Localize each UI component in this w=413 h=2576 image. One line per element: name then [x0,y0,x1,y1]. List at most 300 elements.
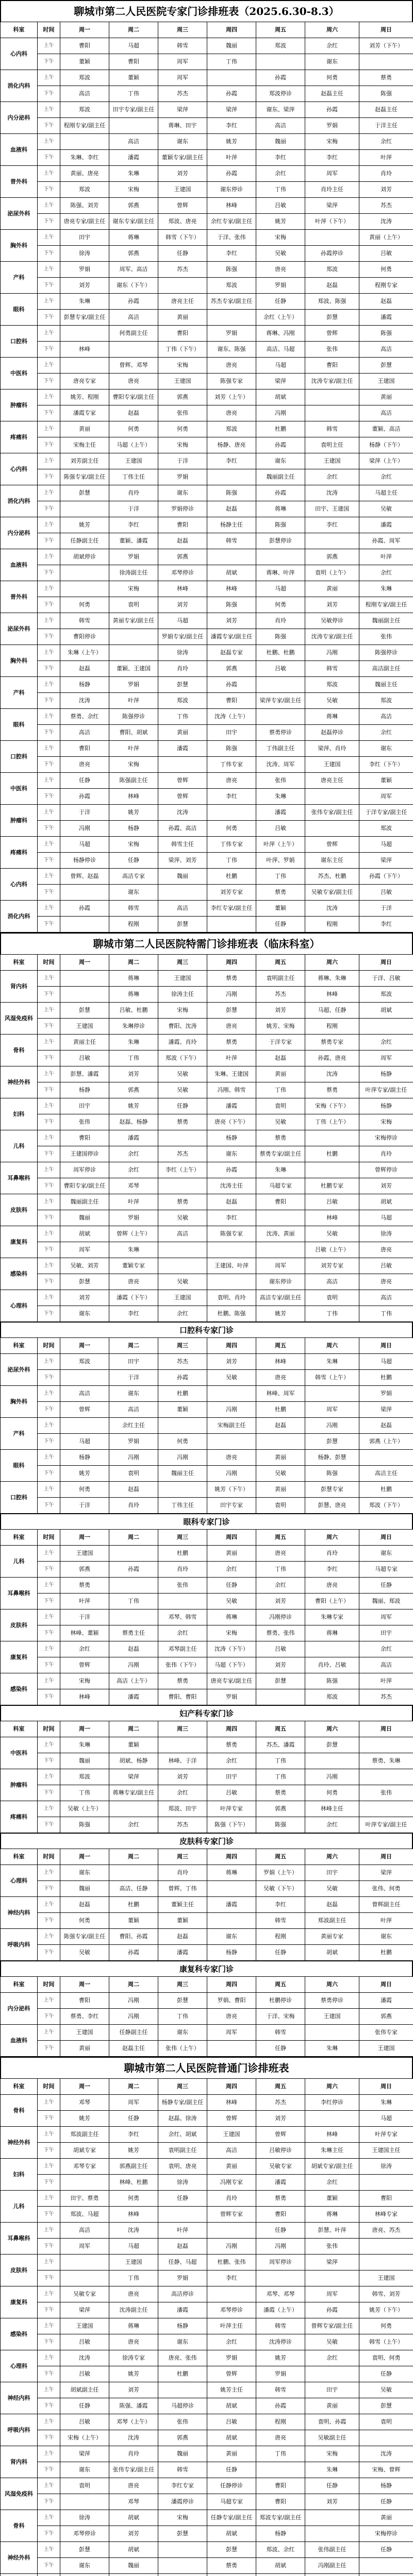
column-header: 科室 [1,955,38,971]
doctor-cell: 苏杰 [158,1146,207,1162]
doctor-cell: 叶萍 [109,693,158,709]
doctor-cell: 孙霞停诊 [305,246,359,262]
time-cell: 上午 [38,2510,60,2526]
doctor-cell: 吕敏 [256,661,305,677]
doctor-cell: 朱琳 [109,1035,158,1050]
table-row [1,549,413,565]
doctor-cell: 孙霞 [256,485,305,501]
doctor-cell [207,1386,256,1402]
doctor-cell [158,278,207,294]
doctor-cell: 梁萍 [60,2446,109,2462]
doctor-cell: 肖玲 [207,2191,256,2207]
doctor-cell: 郭燕 [207,661,256,677]
doctor-cell [109,1801,158,1817]
doctor-cell: 罗娟 [207,2350,256,2366]
department-cell: 消化内科 [1,70,38,102]
table-row [1,1354,413,1370]
doctor-cell: 韩雪 [256,1913,305,1929]
table-row [1,1162,413,1178]
column-header: 周四 [207,2079,256,2095]
doctor-cell: 何勇 [60,1913,109,1929]
doctor-cell: 孙霞 [256,70,305,86]
doctor-cell: 于洋、张伟 [207,230,256,246]
doctor-cell: 唐亮（下午） [207,1114,256,1130]
doctor-cell: 赵磊 [109,405,158,421]
time-cell: 下午 [38,1210,60,1226]
doctor-cell: 梁萍 [256,374,305,389]
doctor-cell: 杨静主任 [207,517,256,533]
time-cell: 下午 [38,1498,60,1514]
time-cell: 上午 [38,2223,60,2239]
doctor-cell: 黄丽、唐亮 [60,166,109,182]
doctor-cell: 刘芳 [60,278,109,294]
column-header: 科室 [1,1849,38,1865]
doctor-cell: 赵磊专家 [207,645,256,661]
doctor-cell: 邓琴 [60,2095,109,2111]
doctor-cell: 吴敏 [305,2334,359,2350]
table-row [1,1609,413,1625]
doctor-cell: 肖玲 [359,166,413,182]
table-row [1,773,413,789]
doctor-cell: 叶萍 [109,741,158,757]
table-row [1,1226,413,1242]
doctor-cell [359,2574,413,2576]
doctor-cell: 彭慧 [60,1274,109,1290]
doctor-cell: 刘芳 [305,597,359,613]
table-row [1,501,413,517]
time-cell: 下午 [38,917,60,933]
doctor-cell: 叶萍（下午） [305,214,359,230]
doctor-cell: 袁明 [359,2414,413,2430]
doctor-cell: 程刚 [305,917,359,933]
time-cell: 下午 [38,246,60,262]
table-row [1,2041,413,2057]
doctor-cell: 黄丽 [256,1482,305,1498]
doctor-cell: 陈强专家/副主任 [60,469,109,485]
doctor-cell: 邓琴 [109,2494,158,2510]
doctor-cell: 沈涛 [359,2446,413,2462]
doctor-cell: 李红 [256,1897,305,1913]
doctor-cell: 郑波（下午） [158,1050,207,1066]
table-row [1,437,413,453]
doctor-cell [60,501,109,517]
doctor-cell: 黄丽 [207,1546,256,1562]
time-cell: 上午 [38,2286,60,2302]
doctor-cell: 胡斌 [207,2398,256,2414]
doctor-cell: 彭慧、唐亮 [305,1498,359,1514]
time-cell: 上午 [38,549,60,565]
time-cell: 上午 [38,1290,60,1306]
doctor-cell: 高洁副主任 [359,661,413,677]
department-cell: 肿瘤科 [1,1769,38,1801]
doctor-cell: 王建国 [158,182,207,198]
doctor-cell: 袁明（上午） [305,565,359,581]
doctor-cell [305,1130,359,1146]
table-row [1,645,413,661]
doctor-cell: 潘霞 [109,1689,158,1705]
doctor-cell: 叶萍 [359,549,413,565]
doctor-cell: 杨静、唐亮 [207,437,256,453]
doctor-cell [109,645,158,661]
doctor-cell [60,2270,109,2286]
doctor-cell: 丁伟（下午） [158,342,207,358]
table-row [1,1657,413,1673]
doctor-cell: 任静专家/副主任 [207,2510,256,2526]
time-cell: 下午 [38,2302,60,2318]
schedule-table [0,1849,413,1961]
doctor-cell: 李红（下午） [359,757,413,773]
table-row [1,262,413,278]
table-row [1,1434,413,1450]
doctor-cell: 丁伟专家 [207,837,256,853]
doctor-cell: 袁明 [109,1466,158,1482]
doctor-cell: 何勇 [305,70,359,86]
doctor-cell [158,2207,207,2223]
schedule-table [0,954,413,1322]
table-row [1,246,413,262]
doctor-cell: 徐涛 [60,246,109,262]
time-cell: 上午 [38,869,60,885]
doctor-cell: 王建国 [158,1290,207,1306]
doctor-cell: 谢东、陈强 [207,342,256,358]
doctor-cell: 赵磊停诊 [305,725,359,741]
doctor-cell: 陈强、潘霞 [109,2398,158,2414]
doctor-cell: 任静 [359,2494,413,2510]
doctor-cell [60,358,109,374]
doctor-cell: 朱琳 [359,2095,413,2111]
doctor-cell: 宋梅 [158,358,207,374]
column-header: 周五 [256,22,305,38]
doctor-cell: 吕敏（上午） [305,1242,359,1258]
doctor-cell: 杜鹏 [158,2366,207,2382]
doctor-cell: 魏丽 [60,1881,109,1897]
doctor-cell: 杜鹏 [109,1897,158,1913]
column-header: 周四 [207,1849,256,1865]
doctor-cell [60,2175,109,2191]
doctor-cell: 董颖 [256,901,305,917]
table-row [1,102,413,118]
doctor-cell: 高洁、任静 [109,1881,158,1897]
doctor-cell: 任静 [158,1098,207,1114]
doctor-cell: 马超主任 [359,485,413,501]
doctor-cell: 潘霞 [359,1993,413,2009]
doctor-cell: 蒋琳、田宇 [158,118,207,134]
doctor-cell: 刘芳 [109,2526,158,2542]
doctor-cell: 李红专家 [158,2478,207,2494]
doctor-cell: 高洁 [158,1226,207,1242]
doctor-cell: 田宇 [207,725,256,741]
doctor-cell: 吕敏 [207,2414,256,2430]
doctor-cell: 吕敏、杜鹏 [109,1003,158,1019]
column-header: 周日 [359,1338,413,1354]
doctor-cell: 叶萍 [359,1673,413,1689]
column-header: 周四 [207,955,256,971]
doctor-cell: 余红 [359,469,413,485]
time-cell: 上午 [38,2191,60,2207]
department-cell: 肿瘤科 [1,805,38,837]
doctor-cell: 唐亮专家/副主任 [60,214,109,230]
doctor-cell: 彭慧 [305,1434,359,1450]
schedule-table [0,1721,413,1833]
table-row [1,725,413,741]
doctor-cell: 林峰 [305,1210,359,1226]
doctor-cell: 潘霞 [359,310,413,326]
doctor-cell [109,1865,158,1881]
doctor-cell: 高洁 [359,342,413,358]
doctor-cell: 何勇 [207,821,256,837]
doctor-cell: 徐涛 [359,1226,413,1242]
doctor-cell [60,2494,109,2510]
table-row [1,1817,413,1833]
department-cell: 心理科 [1,1290,38,1322]
doctor-cell [359,2255,413,2270]
doctor-cell: 丁伟 [109,1050,158,1066]
doctor-cell: 唐亮 [207,2009,256,2025]
doctor-cell: 韩雪 [207,533,256,549]
doctor-cell: 余红专家/副主任 [207,214,256,230]
doctor-cell: 沈涛、周军 [256,757,305,773]
table-row [1,2270,413,2286]
time-cell: 上午 [38,134,60,150]
doctor-cell: 郑波副主任 [305,1913,359,1929]
table-row [1,677,413,693]
table-row [1,342,413,358]
doctor-cell: 胡斌 [207,2430,256,2446]
doctor-cell: 朱琳 [60,1737,109,1753]
table-row [1,2350,413,2366]
table-row [1,581,413,597]
table-row [1,1194,413,1210]
doctor-cell: 苏杰 [359,1689,413,1705]
time-cell: 下午 [38,693,60,709]
time-cell: 下午 [38,501,60,517]
doctor-cell: 孙霞、唐亮 [305,1050,359,1066]
doctor-cell: 吕敏 [359,885,413,901]
schedule-table [0,1976,413,2057]
department-cell: 儿科 [1,1130,38,1162]
department-cell: 皮肤科 [1,1609,38,1641]
doctor-cell: 潘霞停诊 [158,2494,207,2510]
department-cell: 产科 [1,262,38,294]
doctor-cell: 姚芳 [256,214,305,230]
doctor-cell: 潘霞 [256,805,305,821]
department-cell: 眼科 [1,1450,38,1482]
doctor-cell: 于洋专家 [256,1035,305,1050]
time-cell: 上午 [38,485,60,501]
doctor-cell: 丁伟 [109,86,158,102]
doctor-cell: 沈涛副主任 [109,2302,158,2318]
doctor-cell: 吴敏停诊 [305,613,359,629]
doctor-cell: 叶萍 [207,150,256,166]
doctor-cell [359,1450,413,1466]
doctor-cell: 唐亮 [256,1370,305,1386]
doctor-cell: 沈涛（下午） [207,1641,256,1657]
time-cell: 下午 [38,2009,60,2025]
doctor-cell: 李红 [207,453,256,469]
time-cell: 上午 [38,1450,60,1466]
doctor-cell: 邓琴（上午） [109,2414,158,2430]
doctor-cell: 吴敏 [60,1945,109,1961]
time-cell: 下午 [38,2494,60,2510]
doctor-cell: 刘芳 [109,2382,158,2398]
doctor-cell [158,1178,207,1194]
doctor-cell: 吴敏 [359,2382,413,2398]
doctor-cell: 宋梅 [256,230,305,246]
doctor-cell [60,2574,109,2576]
column-header: 周日 [359,1977,413,1993]
table-row [1,374,413,389]
doctor-cell: 郑波 [207,278,256,294]
doctor-cell: 宋梅停诊 [359,1130,413,1146]
doctor-cell [305,2111,359,2127]
doctor-cell [256,2574,305,2576]
doctor-cell: 沈涛 [305,901,359,917]
doctor-cell: 沈涛 [359,214,413,230]
column-header: 周日 [359,1530,413,1546]
doctor-cell: 孙霞 [158,1370,207,1386]
doctor-cell: 韩雪（上午） [305,1370,359,1386]
doctor-cell: 叶萍专家/副主任 [359,1817,413,1833]
table-row [1,1801,413,1817]
doctor-cell: 谢东 [158,134,207,150]
table-row [1,2462,413,2478]
doctor-cell: 唐亮 [109,374,158,389]
doctor-cell: 韩雪（上午） [359,2334,413,2350]
doctor-cell: 孙霞 [207,1162,256,1178]
doctor-cell: 刘芳 [60,1290,109,1306]
doctor-cell: 蒋琳 [109,230,158,246]
doctor-cell: 罗娟 [109,1210,158,1226]
doctor-cell: 杜鹏 [359,1482,413,1498]
doctor-cell: 吴敏 [305,1226,359,1242]
doctor-cell: 王建国 [60,1546,109,1562]
table-row [1,1945,413,1961]
time-cell: 上午 [38,230,60,246]
department-cell: 眼科 [1,294,38,326]
doctor-cell: 姚芳 [109,1098,158,1114]
doctor-cell: 姚芳 [109,2366,158,2382]
doctor-cell: 叶萍 [207,1050,256,1066]
doctor-cell: 郭燕 [256,1801,305,1817]
department-cell: 神经外科 [1,2127,38,2159]
doctor-cell: 胡斌专家/副主任 [305,2159,359,2175]
doctor-cell: 曹阳 [158,517,207,533]
doctor-cell [60,1370,109,1386]
doctor-cell: 杜鹏 [359,1370,413,1386]
doctor-cell: 林峰 [207,198,256,214]
doctor-cell: 余红 [359,1641,413,1657]
doctor-cell: 姚芳（下午） [359,2302,413,2318]
doctor-cell: 宋梅 [207,1625,256,1641]
time-cell: 下午 [38,1625,60,1641]
doctor-cell: 姚芳 [256,1306,305,1322]
time-cell: 上午 [38,1066,60,1082]
doctor-cell [158,1737,207,1753]
doctor-cell: 余红（上午） [256,310,305,326]
doctor-cell: 魏丽副主任 [359,613,413,629]
doctor-cell [305,2366,359,2382]
doctor-cell: 任静 [256,294,305,310]
department-cell: 妇科 [1,2159,38,2191]
doctor-cell: 沈涛 [305,1066,359,1082]
time-cell: 下午 [38,2143,60,2159]
doctor-cell: 李红 [109,2127,158,2143]
column-header: 周五 [256,1977,305,1993]
doctor-cell: 蔡勇、余红 [60,709,109,725]
doctor-cell: 朱琳 [305,1354,359,1370]
doctor-cell: 马超专家 [256,1178,305,1194]
time-cell: 上午 [38,1418,60,1434]
time-cell: 上午 [38,421,60,437]
column-header: 周日 [359,2079,413,2095]
table-row [1,613,413,629]
doctor-cell: 魏丽副主任 [256,469,305,485]
department-cell: 疼痛科 [1,421,38,453]
doctor-cell: 陈强 [207,262,256,278]
doctor-cell: 孙霞、周军 [359,533,413,549]
table-row [1,1993,413,2009]
doctor-cell: 何勇 [359,2318,413,2334]
doctor-cell: 吕敏停诊 [256,2143,305,2159]
column-header: 周四 [207,1721,256,1737]
doctor-cell: 曾辉 [207,2111,256,2127]
doctor-cell: 董颖 [109,70,158,86]
department-cell: 肾内科 [1,971,38,1003]
column-header: 周二 [109,955,158,971]
column-header: 周三 [158,1338,207,1354]
doctor-cell: 潘霞 [207,1897,256,1913]
column-header: 周二 [109,1849,158,1865]
column-header: 周六 [305,1338,359,1354]
doctor-cell: 曾辉 [305,326,359,342]
doctor-cell [256,54,305,70]
table-row [1,1019,413,1035]
doctor-cell: 胡斌 [359,1194,413,1210]
doctor-cell: 王建国 [60,1019,109,1035]
table-row [1,1641,413,1657]
doctor-cell: 刘芳（下午） [359,38,413,54]
doctor-cell [305,533,359,549]
time-cell: 下午 [38,2207,60,2223]
column-header: 时间 [38,1977,60,1993]
doctor-cell: 潘霞 [158,1945,207,1961]
doctor-cell: 王建国 [158,374,207,389]
table-row [1,2095,413,2111]
column-header: 周六 [305,1530,359,1546]
time-cell: 上午 [38,837,60,853]
doctor-cell [305,1386,359,1402]
doctor-cell: 黄丽 [60,421,109,437]
doctor-cell: 郑波、唐亮 [158,214,207,230]
doctor-cell [359,2175,413,2191]
doctor-cell: 任静 [158,246,207,262]
table-row [1,2366,413,2382]
doctor-cell: 张伟（下午） [158,1657,207,1673]
doctor-cell: 吕敏 [359,246,413,262]
department-cell: 风湿免疫科 [1,2478,38,2510]
doctor-cell: 刘芳 [158,166,207,182]
doctor-cell: 曾辉、丁伟 [158,1881,207,1897]
table-row [1,1881,413,1897]
doctor-cell [158,1594,207,1609]
doctor-cell: 杨静 [359,1066,413,1082]
table-row [1,1769,413,1785]
doctor-cell: 蔡勇停诊 [256,725,305,741]
doctor-cell: 冯刚 [305,1769,359,1785]
doctor-cell: 姚芳、宋梅 [256,1019,305,1035]
time-cell: 上午 [38,1258,60,1274]
doctor-cell: 马超 [158,613,207,629]
